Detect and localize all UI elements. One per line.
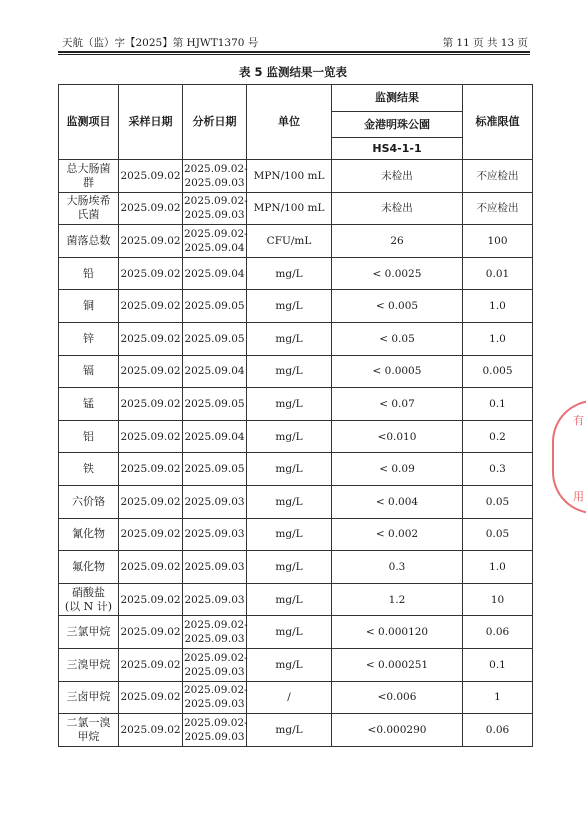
cell-limit: 0.2	[463, 420, 533, 453]
cell-analysis-date: 2025.09.02- 2025.09.03	[183, 192, 247, 225]
cell-unit: CFU/mL	[247, 225, 332, 258]
cell-analysis-date: 2025.09.02- 2025.09.03	[183, 160, 247, 193]
cell-sample-date: 2025.09.02	[119, 648, 183, 681]
cell-limit: 0.06	[463, 616, 533, 649]
cell-item: 大肠埃希 氏菌	[59, 192, 119, 225]
cell-sample-date: 2025.09.02	[119, 681, 183, 714]
table-row	[59, 388, 533, 421]
doc-number: 天航（监）字【2025】第 HJWT1370 号	[62, 37, 259, 49]
cell-analysis-date: 2025.09.02- 2025.09.03	[183, 681, 247, 714]
cell-unit: mg/L	[247, 453, 332, 486]
table-row	[59, 257, 533, 290]
cell-analysis-date: 2025.09.04	[183, 355, 247, 388]
cell-sample-date: 2025.09.02	[119, 355, 183, 388]
cell-result: 0.3	[332, 551, 463, 584]
cell-sample-date: 2025.09.02	[119, 453, 183, 486]
cell-item: 铝	[59, 420, 119, 453]
cell-item: 铅	[59, 257, 119, 290]
header-rule-thin	[58, 54, 530, 55]
cell-unit: MPN/100 mL	[247, 192, 332, 225]
col-header-sample-date: 采样日期	[119, 85, 183, 160]
cell-analysis-date: 2025.09.04	[183, 257, 247, 290]
cell-item: 镉	[59, 355, 119, 388]
results-body	[59, 160, 533, 747]
cell-result: < 0.004	[332, 485, 463, 518]
cell-unit: mg/L	[247, 420, 332, 453]
cell-unit: mg/L	[247, 322, 332, 355]
cell-item: 三氯甲烷	[59, 616, 119, 649]
cell-limit: 不应检出	[463, 192, 533, 225]
cell-item: 锌	[59, 322, 119, 355]
cell-sample-date: 2025.09.02	[119, 257, 183, 290]
page-header	[62, 35, 528, 51]
table-row	[59, 551, 533, 584]
cell-analysis-date: 2025.09.04	[183, 420, 247, 453]
table-row	[59, 290, 533, 323]
table-row	[59, 420, 533, 453]
cell-sample-date: 2025.09.02	[119, 225, 183, 258]
cell-item: 氰化物	[59, 518, 119, 551]
cell-limit: 1.0	[463, 322, 533, 355]
cell-limit: 0.005	[463, 355, 533, 388]
cell-unit: mg/L	[247, 485, 332, 518]
col-header-analysis-date: 分析日期	[183, 85, 247, 160]
cell-sample-date: 2025.09.02	[119, 485, 183, 518]
cell-sample-date: 2025.09.02	[119, 518, 183, 551]
cell-analysis-date: 2025.09.05	[183, 388, 247, 421]
cell-unit: mg/L	[247, 257, 332, 290]
col-header-unit: 单位	[247, 85, 332, 160]
cell-result: < 0.07	[332, 388, 463, 421]
cell-unit: mg/L	[247, 290, 332, 323]
cell-unit: MPN/100 mL	[247, 160, 332, 193]
table-row	[59, 192, 533, 225]
cell-item: 总大肠菌 群	[59, 160, 119, 193]
cell-item: 三卤甲烷	[59, 681, 119, 714]
cell-limit: 0.05	[463, 518, 533, 551]
cell-unit: mg/L	[247, 583, 332, 616]
cell-result: 26	[332, 225, 463, 258]
cell-analysis-date: 2025.09.05	[183, 453, 247, 486]
cell-limit: 10	[463, 583, 533, 616]
cell-result: <0.000290	[332, 714, 463, 747]
cell-result: < 0.09	[332, 453, 463, 486]
table-row	[59, 355, 533, 388]
col-header-limit: 标准限值	[463, 85, 533, 160]
cell-sample-date: 2025.09.02	[119, 583, 183, 616]
cell-result: < 0.002	[332, 518, 463, 551]
table-row	[59, 453, 533, 486]
cell-item: 氟化物	[59, 551, 119, 584]
cell-result: < 0.000251	[332, 648, 463, 681]
cell-item: 铁	[59, 453, 119, 486]
cell-limit: 0.1	[463, 648, 533, 681]
cell-unit: /	[247, 681, 332, 714]
cell-unit: mg/L	[247, 616, 332, 649]
cell-result: 未检出	[332, 160, 463, 193]
table-row	[59, 681, 533, 714]
table-row	[59, 485, 533, 518]
table-row	[59, 322, 533, 355]
col-header-location: 金港明珠公園	[332, 112, 463, 138]
cell-item: 铜	[59, 290, 119, 323]
cell-result: 未检出	[332, 192, 463, 225]
cell-item: 锰	[59, 388, 119, 421]
table-row	[59, 714, 533, 747]
cell-result: <0.006	[332, 681, 463, 714]
cell-unit: mg/L	[247, 714, 332, 747]
cell-unit: mg/L	[247, 518, 332, 551]
cell-analysis-date: 2025.09.05	[183, 322, 247, 355]
cell-limit: 100	[463, 225, 533, 258]
cell-item: 硝酸盐 (以 N 计)	[59, 583, 119, 616]
cell-analysis-date: 2025.09.03	[183, 551, 247, 584]
cell-result: 1.2	[332, 583, 463, 616]
cell-analysis-date: 2025.09.03	[183, 583, 247, 616]
table-row	[59, 518, 533, 551]
cell-result: < 0.000120	[332, 616, 463, 649]
cell-limit: 0.1	[463, 388, 533, 421]
cell-item: 三溴甲烷	[59, 648, 119, 681]
cell-analysis-date: 2025.09.02- 2025.09.03	[183, 648, 247, 681]
stamp-glyph-top: 有	[573, 414, 584, 427]
col-header-result-group: 监测结果	[332, 85, 463, 112]
cell-result: < 0.0005	[332, 355, 463, 388]
cell-limit: 1.0	[463, 551, 533, 584]
table-title: 表 5 监测结果一览表	[238, 65, 347, 79]
stamp-glyph-bottom: 用	[573, 490, 584, 503]
cell-result: < 0.05	[332, 322, 463, 355]
cell-result: <0.010	[332, 420, 463, 453]
cell-item: 二氯一溴 甲烷	[59, 714, 119, 747]
header-rule-thick	[58, 51, 530, 53]
cell-analysis-date: 2025.09.02- 2025.09.03	[183, 616, 247, 649]
cell-unit: mg/L	[247, 355, 332, 388]
cell-item: 菌落总数	[59, 225, 119, 258]
cell-limit: 1.0	[463, 290, 533, 323]
table-row	[59, 225, 533, 258]
cell-sample-date: 2025.09.02	[119, 192, 183, 225]
cell-analysis-date: 2025.09.02- 2025.09.04	[183, 225, 247, 258]
cell-limit: 1	[463, 681, 533, 714]
cell-sample-date: 2025.09.02	[119, 160, 183, 193]
table-row	[59, 160, 533, 193]
cell-sample-date: 2025.09.02	[119, 388, 183, 421]
cell-limit: 0.01	[463, 257, 533, 290]
cell-sample-date: 2025.09.02	[119, 420, 183, 453]
cell-unit: mg/L	[247, 648, 332, 681]
cell-unit: mg/L	[247, 388, 332, 421]
cell-analysis-date: 2025.09.05	[183, 290, 247, 323]
col-header-site-code: HS4-1-1	[332, 138, 463, 160]
col-header-item: 监测项目	[59, 85, 119, 160]
cell-analysis-date: 2025.09.03	[183, 485, 247, 518]
cell-limit: 不应检出	[463, 160, 533, 193]
cell-sample-date: 2025.09.02	[119, 714, 183, 747]
cell-sample-date: 2025.09.02	[119, 616, 183, 649]
cell-analysis-date: 2025.09.03	[183, 518, 247, 551]
table-row	[59, 616, 533, 649]
cell-sample-date: 2025.09.02	[119, 290, 183, 323]
cell-limit: 0.06	[463, 714, 533, 747]
cell-result: < 0.005	[332, 290, 463, 323]
cell-result: < 0.0025	[332, 257, 463, 290]
results-table	[58, 84, 533, 747]
cell-item: 六价铬	[59, 485, 119, 518]
cell-unit: mg/L	[247, 551, 332, 584]
cell-analysis-date: 2025.09.02- 2025.09.03	[183, 714, 247, 747]
cell-limit: 0.3	[463, 453, 533, 486]
table-row	[59, 648, 533, 681]
cell-sample-date: 2025.09.02	[119, 551, 183, 584]
cell-sample-date: 2025.09.02	[119, 322, 183, 355]
table-row	[59, 583, 533, 616]
cell-limit: 0.05	[463, 485, 533, 518]
page-info: 第 11 页 共 13 页	[442, 37, 528, 49]
